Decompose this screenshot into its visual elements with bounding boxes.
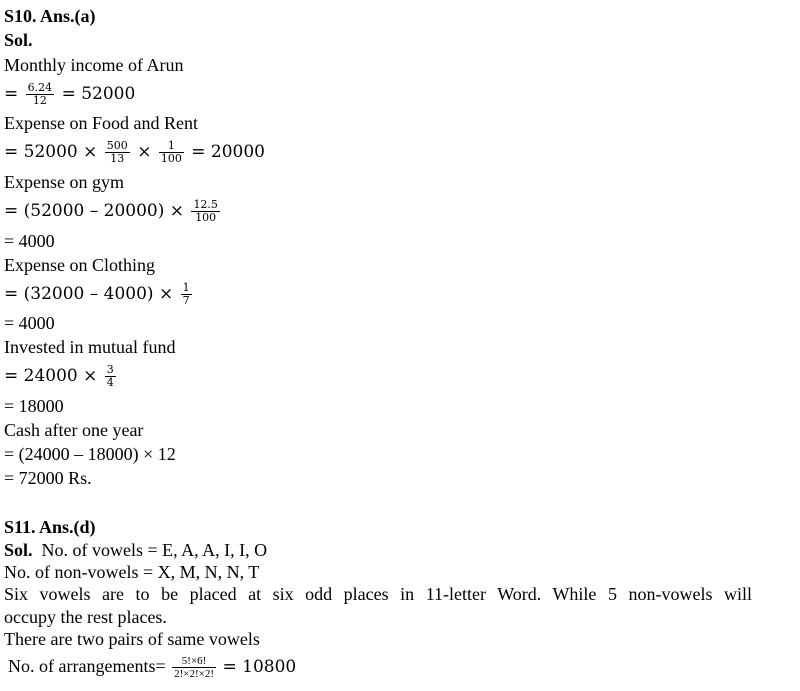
fraction-numerator: 1 (159, 140, 184, 153)
monthly-income-label: Monthly income of Arun (4, 55, 184, 75)
gym-equation (4, 196, 222, 226)
non-vowels-line: No. of non-vowels = X, M, N, N, T (4, 562, 260, 582)
s10-heading: S10. Ans.(a) (4, 6, 96, 26)
food-fraction-2 (159, 140, 184, 165)
mutual-fund-equation (4, 361, 118, 391)
food-fraction-1 (105, 140, 130, 165)
arrangements-equation (8, 650, 296, 683)
cash-label: Cash after one year (4, 420, 144, 440)
mutual-prefix: = 24000 × (4, 366, 98, 386)
clothing-label: Expense on Clothing (4, 255, 155, 275)
fraction-denominator: 100 (160, 152, 182, 165)
fraction-numerator: 6.24 (27, 81, 53, 94)
mutual-fund-result: = 18000 (4, 396, 64, 416)
fraction-denominator: 12 (32, 94, 47, 107)
gym-fraction (191, 199, 220, 224)
cash-calculation: = (24000 – 18000) × 12 (4, 444, 176, 464)
s10-sol-label: Sol. (4, 30, 33, 50)
gym-result: = 4000 (4, 231, 55, 251)
cash-result: = 72000 Rs. (4, 468, 92, 488)
fraction-denominator: 2!×2!×2! (174, 668, 215, 681)
equals-sign: = (4, 84, 19, 104)
fraction-numerator: 500 (106, 139, 128, 152)
income-fraction (26, 82, 55, 107)
placement-line-2: occupy the rest places. (4, 607, 167, 627)
fraction-denominator: 100 (195, 211, 217, 224)
food-rent-result: = 20000 (191, 142, 265, 162)
gym-prefix: = (52000 – 20000) × (4, 201, 185, 221)
food-rent-equation (4, 137, 265, 167)
arrangements-label: No. of arrangements= (8, 656, 166, 676)
fraction-denominator: 13 (110, 152, 125, 165)
fraction-numerator: 12.5 (193, 198, 218, 211)
fraction-denominator: 7 (182, 294, 190, 307)
food-rent-label: Expense on Food and Rent (4, 113, 198, 133)
vowels-text: No. of vowels = E, A, A, I, I, O (41, 540, 268, 560)
clothing-result: = 4000 (4, 313, 55, 333)
arrangements-fraction (172, 655, 216, 680)
fraction-numerator: 5!×6! (172, 655, 216, 668)
times-sign: × (137, 142, 152, 162)
income-result: = 52000 (61, 84, 136, 104)
s11-heading: S11. Ans.(d) (4, 517, 96, 537)
clothing-fraction (181, 282, 192, 307)
mutual-fund-label: Invested in mutual fund (4, 337, 176, 357)
arrangements-result: = 10800 (222, 657, 297, 677)
vowels-line (4, 539, 267, 561)
gym-label: Expense on gym (4, 172, 124, 192)
pairs-line: There are two pairs of same vowels (4, 629, 260, 649)
placement-line-1: Six vowels are to be placed at six odd places in 11-letter Word. While 5 non-vowels will (4, 584, 752, 604)
income-equation (4, 79, 135, 109)
fraction-numerator: 1 (182, 281, 190, 294)
fraction-numerator: 3 (106, 363, 114, 376)
food-rent-prefix: = 52000 × (4, 142, 98, 162)
s11-sol-label: Sol. (4, 540, 33, 560)
clothing-equation (4, 279, 194, 309)
clothing-prefix: = (32000 – 4000) × (4, 284, 174, 304)
mutual-fraction (105, 364, 116, 389)
fraction-denominator: 4 (106, 376, 114, 389)
